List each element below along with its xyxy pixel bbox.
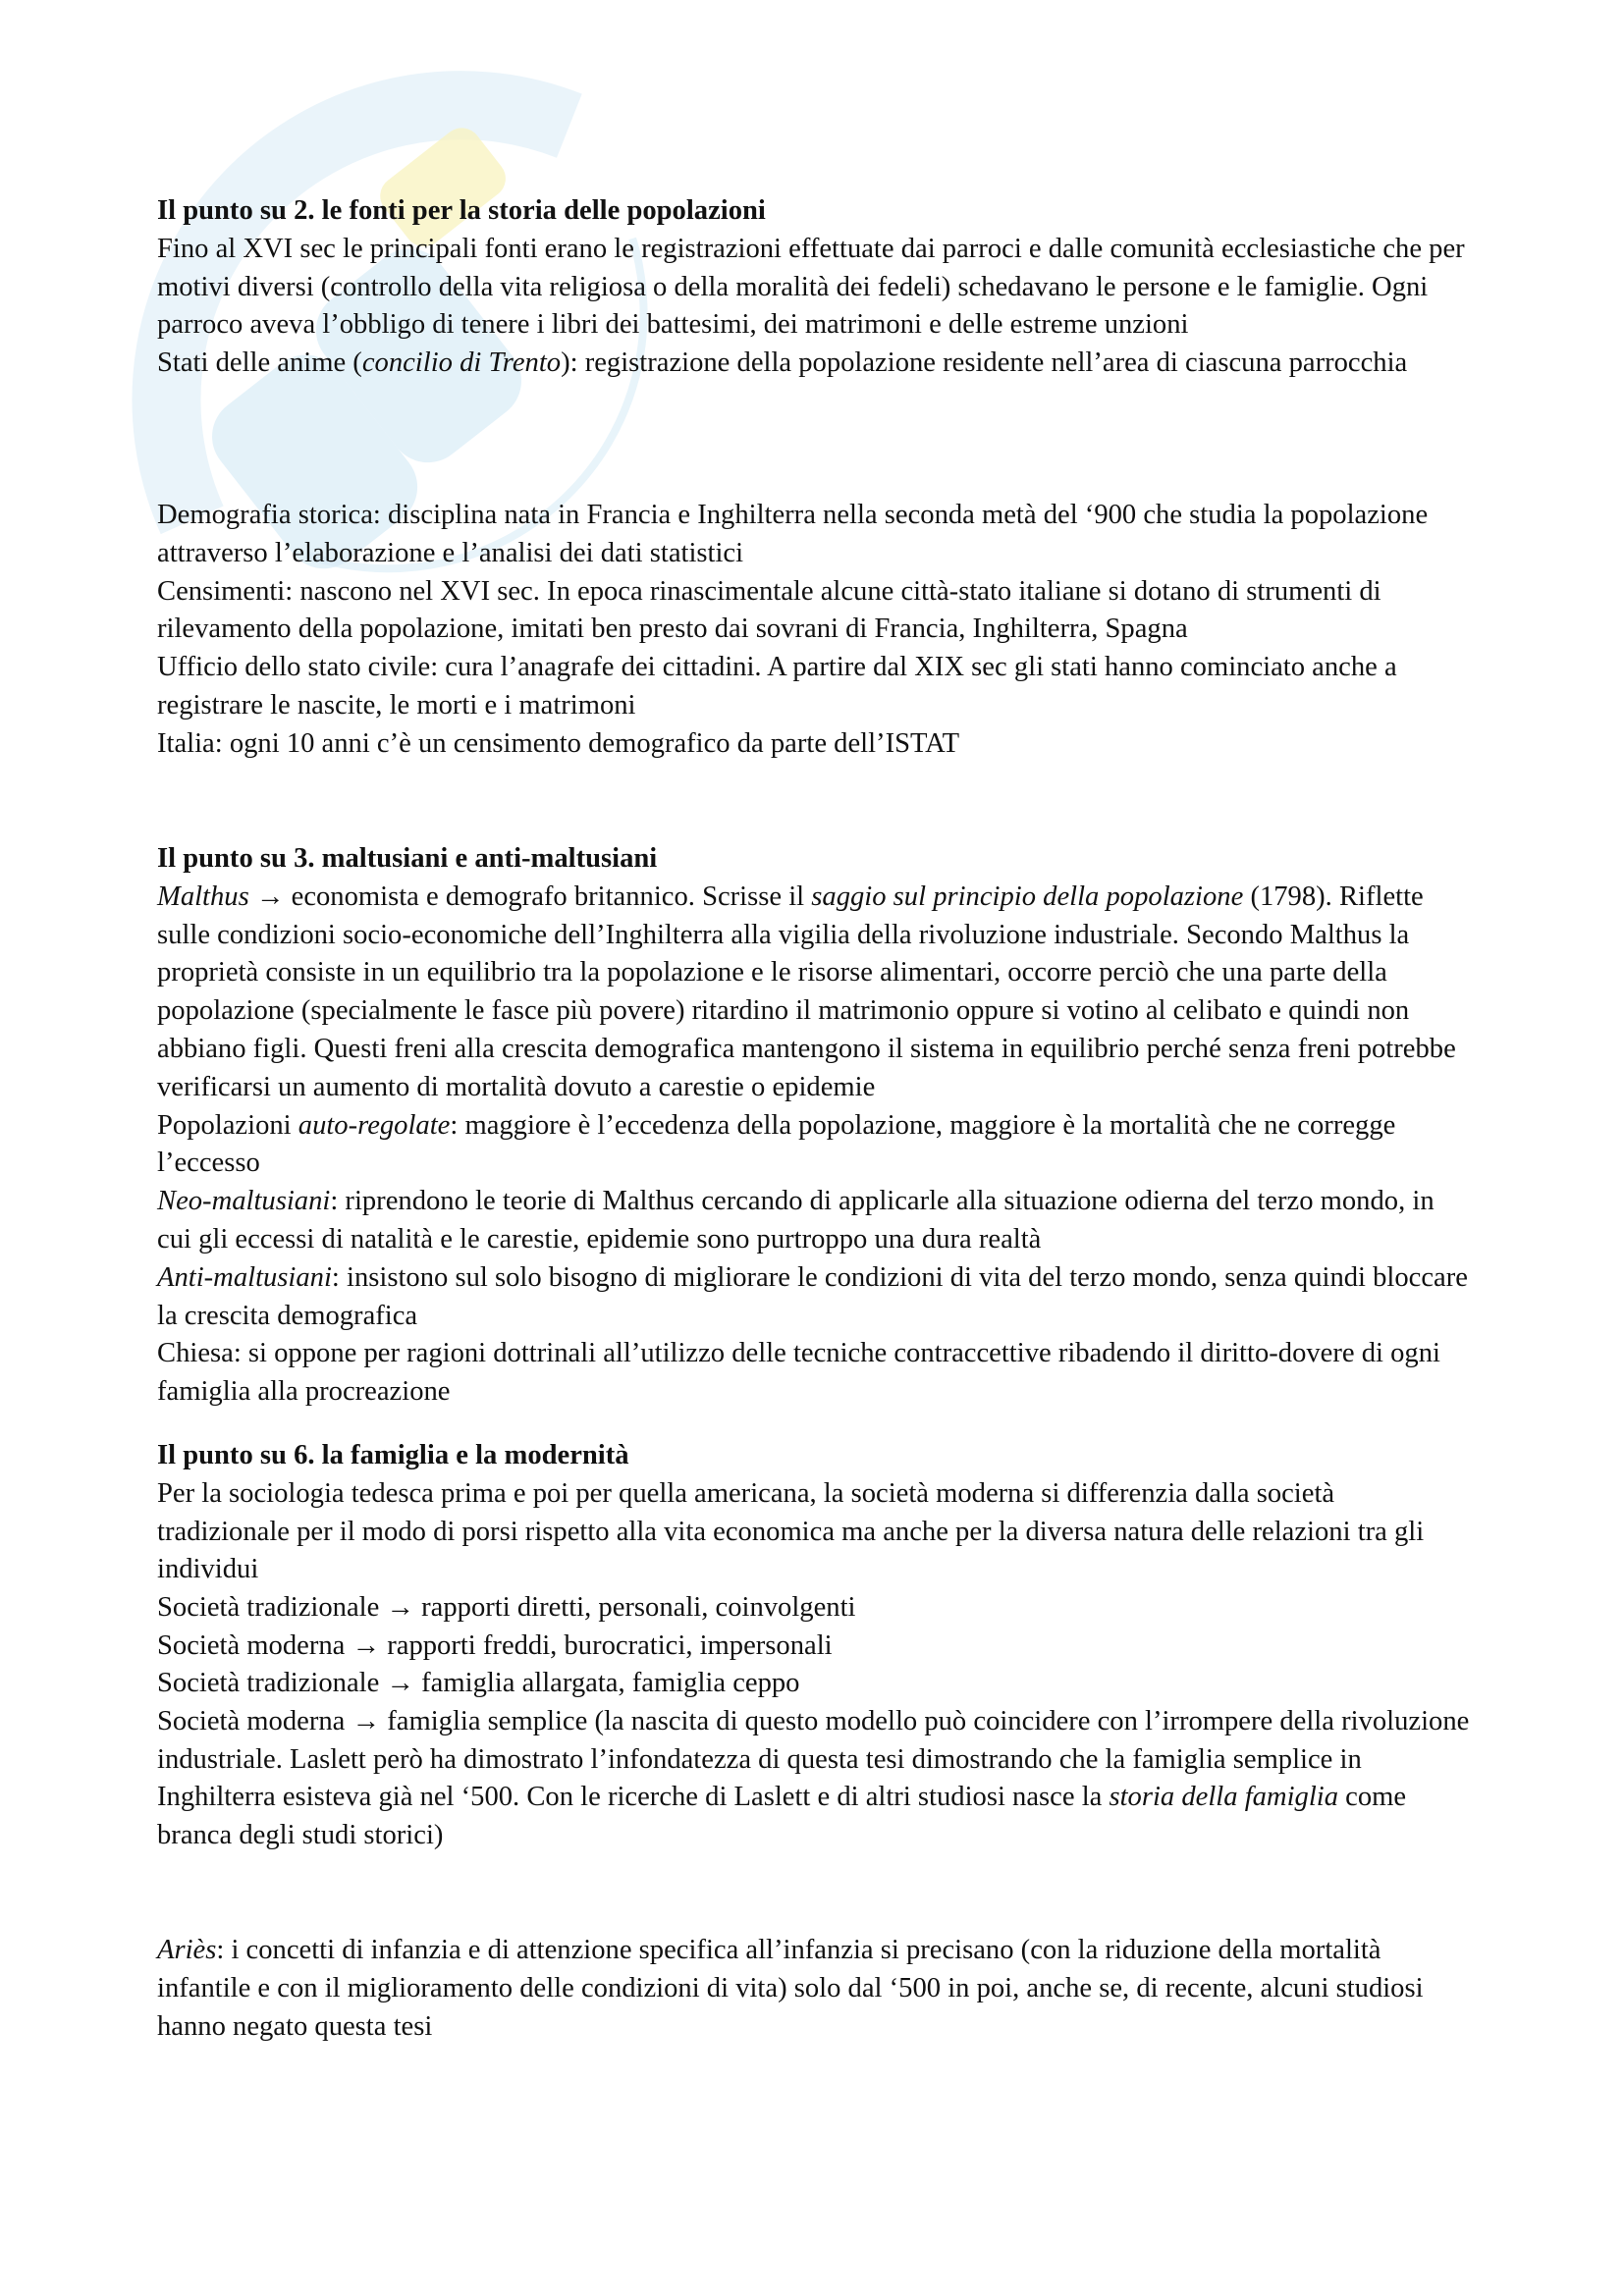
text-span: Società tradizionale (157, 1592, 387, 1624)
text-span: ): registrazione della popolazione residente nell’area di ciascuna parrocchia (561, 347, 1408, 379)
arrow-icon: → (386, 1668, 415, 1698)
text-span: : maggiore è l’eccedenza della popolazione, maggiore è la mortalità che ne corregge l’eccesso (157, 1109, 1396, 1179)
heading-famiglia-modernita: Il punto su 6. la famiglia e la modernità (157, 1440, 629, 1470)
section-fonti (157, 192, 1473, 383)
italic-span: auto-regolate (298, 1109, 451, 1141)
italic-span: saggio sul principio della popolazione (811, 881, 1244, 912)
text-span: Società moderna (157, 1705, 352, 1736)
text-span: famiglia allargata, famiglia ceppo (414, 1668, 800, 1698)
heading-maltusiani: Il punto su 3. maltusiani e anti-maltusiani (157, 843, 658, 874)
section-tipi-famiglia (157, 1665, 1473, 1855)
paragraph-chiesa: Chiesa: si oppone per ragioni dottrinali all’utilizzo delle tecniche contraccettive ribadendo il diritto-dovere di ogni famiglia alla procreazione (157, 1338, 1440, 1408)
text-span: rapporti diretti, personali, coinvolgenti (414, 1592, 856, 1624)
paragraph-auto-regolate (157, 1107, 1473, 1184)
paragraph-famiglia-semplice (157, 1703, 1473, 1855)
heading-fonti: Il punto su 2. le fonti per la storia delle popolazioni (157, 195, 766, 226)
italic-span: Neo-maltusiani (157, 1186, 331, 1217)
text-span: : i concetti di infanzia e di attenzione specifica all’infanzia si precisano (con la riduzione della mortalità infantile e con il miglioramento delle condizioni di vita) solo dal ‘500 in poi, anche se, di recente, alcuni studiosi hanno negato questa tesi (157, 1935, 1424, 2042)
italic-span: Malthus (157, 881, 249, 912)
section-famiglia-modernita (157, 1437, 1473, 1666)
paragraph-anti-maltusiani (157, 1259, 1473, 1336)
italic-span: Anti-maltusiani (157, 1261, 332, 1293)
text-span: rapporti freddi, burocratici, impersonali (380, 1629, 833, 1661)
text-span: : insistono sul solo bisogno di migliorare le condizioni di vita del terzo mondo, senza quindi bloccare la crescita demografica (157, 1261, 1468, 1331)
paragraph-fonti-registrazioni: Fino al XVI sec le principali fonti erano le registrazioni effettuate dai parroci e dalle comunità ecclesiastiche che per motivi diversi (controllo della vita religiosa o della moralità dei fedeli) schedavano le persone e le famiglie. Ogni parroco aveva l’obbligo di tenere i libri dei battesimi, dei matrimoni e delle estreme unzioni (157, 233, 1465, 341)
italic-span: storia della famiglia (1109, 1782, 1339, 1813)
paragraph-aries (157, 1932, 1473, 2046)
arrow-icon: → (352, 1705, 381, 1736)
paragraph-malthus (157, 879, 1473, 1107)
paragraph-istat: Italia: ogni 10 anni c’è un censimento demografico da parte dell’ISTAT (157, 727, 960, 759)
text-span: come branca degli studi storici) (157, 1782, 1407, 1851)
section-demografia (157, 497, 1473, 764)
text-span: Popolazioni (157, 1109, 298, 1141)
paragraph-societa-tradizionale-rapporti (157, 1589, 1473, 1628)
text-span: : riprendono le teorie di Malthus cercando di applicarle alla situazione odierna del terzo mondo, in cui gli eccessi di natalità e le carestie, epidemie sono purtroppo una dura realtà (157, 1186, 1435, 1255)
italic-span: Ariès (157, 1935, 217, 1965)
text-span: Stati delle anime ( (157, 347, 362, 379)
text-span: famiglia semplice (la nascita di questo modello può coincidere con l’irrompere della rivoluzione industriale. Laslett però ha dimostrato l’infondatezza di questa tesi dimostrando che la famiglia semplice in Inghilterra esisteva già nel ‘500. Con le ricerche di Laslett e di altri studiosi nasce la (157, 1705, 1470, 1813)
text-span: Società tradizionale (157, 1668, 387, 1698)
paragraph-sociologia: Per la sociologia tedesca prima e poi per quella americana, la società moderna si differenzia dalla società tradizionale per il modo di porsi rispetto alla vita economica ma anche per la diversa natura delle relazioni tra gli individui (157, 1477, 1425, 1585)
arrow-icon: → (255, 881, 285, 912)
arrow-icon: → (352, 1629, 381, 1661)
text-span: Società moderna (157, 1629, 352, 1661)
section-aries (157, 1932, 1473, 2046)
paragraph-censimenti: Censimenti: nascono nel XVI sec. In epoca rinascimentale alcune città-stato italiane si dotano di strumenti di rilevamento della popolazione, imitati ben presto dai sovrani di Francia, Inghilterra, Spagna (157, 575, 1381, 645)
paragraph-stato-civile: Ufficio dello stato civile: cura l’anagrafe dei cittadini. A partire dal XIX sec gli stati hanno cominciato anche a registrare le nascite, le morti e i matrimoni (157, 652, 1397, 721)
paragraph-famiglia-allargata (157, 1665, 1473, 1703)
arrow-icon: → (386, 1592, 415, 1624)
paragraph-neo-maltusiani (157, 1183, 1473, 1259)
text-span: (1798). Riflette sulle condizioni socio-economiche dell’Inghilterra alla vigilia della rivoluzione industriale. Secondo Malthus la proprietà consiste in un equilibrio tra la popolazione e le risorse alimentari, occorre perciò che una parte della popolazione (specialmente le fasce più povere) ritardino il matrimonio oppure si votino al celibato e quindi non abbiano figli. Questi freni alla crescita demografica mantengono il sistema in equilibrio perché senza freni potrebbe verificarsi un aumento di mortalità dovuto a carestie o epidemie (157, 881, 1456, 1102)
italic-span: concilio di Trento (361, 347, 562, 379)
paragraph-societa-moderna-rapporti (157, 1628, 1473, 1666)
section-maltusiani (157, 840, 1473, 1412)
paragraph-stati-anime (157, 345, 1473, 383)
text-span: economista e demografo britannico. Scrisse il (284, 881, 812, 912)
paragraph-demografia-storica: Demografia storica: disciplina nata in Francia e Inghilterra nella seconda metà del ‘900 che studia la popolazione attraverso l’elaborazione e l’analisi dei dati statistici (157, 500, 1429, 568)
